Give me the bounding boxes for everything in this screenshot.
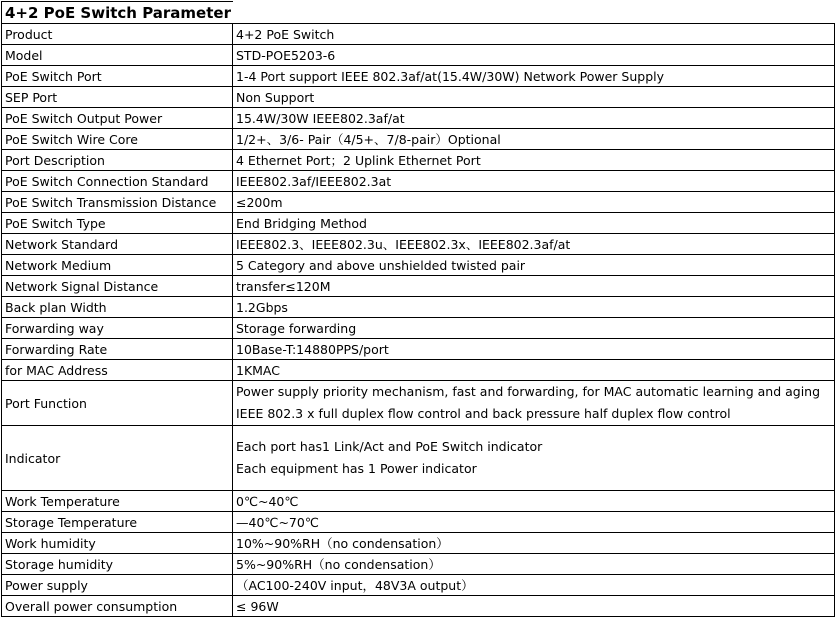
- table-row: [2, 24, 835, 45]
- row-label: SEP Port: [2, 87, 233, 108]
- row-label: PoE Switch Wire Core: [2, 129, 233, 150]
- row-label: Network Signal Distance: [2, 276, 233, 297]
- table-row: [2, 87, 835, 108]
- table-row: [2, 554, 835, 575]
- row-label: Port Function: [2, 381, 233, 426]
- table-row: [2, 533, 835, 554]
- row-value: —40℃~70℃: [233, 512, 835, 533]
- table-row: [2, 360, 835, 381]
- row-label: Port Description: [2, 150, 233, 171]
- row-label: for MAC Address: [2, 360, 233, 381]
- row-label: PoE Switch Connection Standard: [2, 171, 233, 192]
- row-label: Model: [2, 45, 233, 66]
- row-value: 1/2+、3/6- Pair（4/5+、7/8-pair）Optional: [233, 129, 835, 150]
- row-label: Power supply: [2, 575, 233, 596]
- row-value: 15.4W/30W IEEE802.3af/at: [233, 108, 835, 129]
- row-label: Work humidity: [2, 533, 233, 554]
- table-row: [2, 255, 835, 276]
- row-value: 10%~90%RH（no condensation）: [233, 533, 835, 554]
- table-row: [2, 512, 835, 533]
- row-value: [233, 381, 835, 426]
- title-row: [2, 2, 835, 24]
- table-title: 4+2 PoE Switch Parameter: [2, 2, 233, 24]
- table-row: [2, 596, 835, 617]
- table-row: [2, 318, 835, 339]
- row-value: 4 Ethernet Port；2 Uplink Ethernet Port: [233, 150, 835, 171]
- row-value: 0℃~40℃: [233, 491, 835, 512]
- table-row: [2, 171, 835, 192]
- table-row: [2, 381, 835, 426]
- title-blank-cell: [233, 2, 835, 24]
- table-row: [2, 192, 835, 213]
- row-value: （AC100-240V input，48V3A output）: [233, 575, 835, 596]
- row-value: IEEE802.3、IEEE802.3u、IEEE802.3x、IEEE802.3af/at: [233, 234, 835, 255]
- table-row: [2, 426, 835, 491]
- table-row: [2, 234, 835, 255]
- row-label: Forwarding Rate: [2, 339, 233, 360]
- row-value: transfer≤120M: [233, 276, 835, 297]
- row-value: 5 Category and above unshielded twisted pair: [233, 255, 835, 276]
- table-row: [2, 150, 835, 171]
- row-value: 10Base-T:14880PPS/port: [233, 339, 835, 360]
- row-label: Storage Temperature: [2, 512, 233, 533]
- row-value-line: IEEE 802.3 x full duplex flow control and back pressure half duplex flow control: [236, 406, 731, 421]
- row-label: Network Medium: [2, 255, 233, 276]
- table-row: [2, 108, 835, 129]
- row-value: Storage forwarding: [233, 318, 835, 339]
- row-label: Storage humidity: [2, 554, 233, 575]
- row-label: Indicator: [2, 426, 233, 491]
- row-label: Product: [2, 24, 233, 45]
- row-label: Work Temperature: [2, 491, 233, 512]
- row-label: PoE Switch Transmission Distance: [2, 192, 233, 213]
- table-row: [2, 66, 835, 87]
- table-row: [2, 45, 835, 66]
- row-value-line: Each equipment has 1 Power indicator: [236, 461, 477, 476]
- row-value: 1.2Gbps: [233, 297, 835, 318]
- row-value: End Bridging Method: [233, 213, 835, 234]
- row-label: Overall power consumption: [2, 596, 233, 617]
- row-label: Forwarding way: [2, 318, 233, 339]
- row-label: Network Standard: [2, 234, 233, 255]
- table-row: [2, 575, 835, 596]
- row-value: STD-POE5203-6: [233, 45, 835, 66]
- table-row: [2, 213, 835, 234]
- table-row: [2, 491, 835, 512]
- table-row: [2, 297, 835, 318]
- row-label: Back plan Width: [2, 297, 233, 318]
- table-row: [2, 276, 835, 297]
- row-value: Non Support: [233, 87, 835, 108]
- row-value: IEEE802.3af/IEEE802.3at: [233, 171, 835, 192]
- row-value-line: Power supply priority mechanism, fast and forwarding, for MAC automatic learning and aging: [236, 384, 821, 399]
- row-label: PoE Switch Port: [2, 66, 233, 87]
- row-value: ≤ 96W: [233, 596, 835, 617]
- row-value: [233, 426, 835, 491]
- row-value: ≤200m: [233, 192, 835, 213]
- row-value: 1KMAC: [233, 360, 835, 381]
- row-value: 4+2 PoE Switch: [233, 24, 835, 45]
- row-label: PoE Switch Type: [2, 213, 233, 234]
- row-label: PoE Switch Output Power: [2, 108, 233, 129]
- parameter-table: [1, 1, 835, 617]
- row-value: 5%~90%RH（no condensation）: [233, 554, 835, 575]
- table-row: [2, 339, 835, 360]
- row-value-line: Each port has1 Link/Act and PoE Switch indicator: [236, 439, 543, 454]
- row-value: 1-4 Port support IEEE 802.3af/at(15.4W/30W) Network Power Supply: [233, 66, 835, 87]
- table-row: [2, 129, 835, 150]
